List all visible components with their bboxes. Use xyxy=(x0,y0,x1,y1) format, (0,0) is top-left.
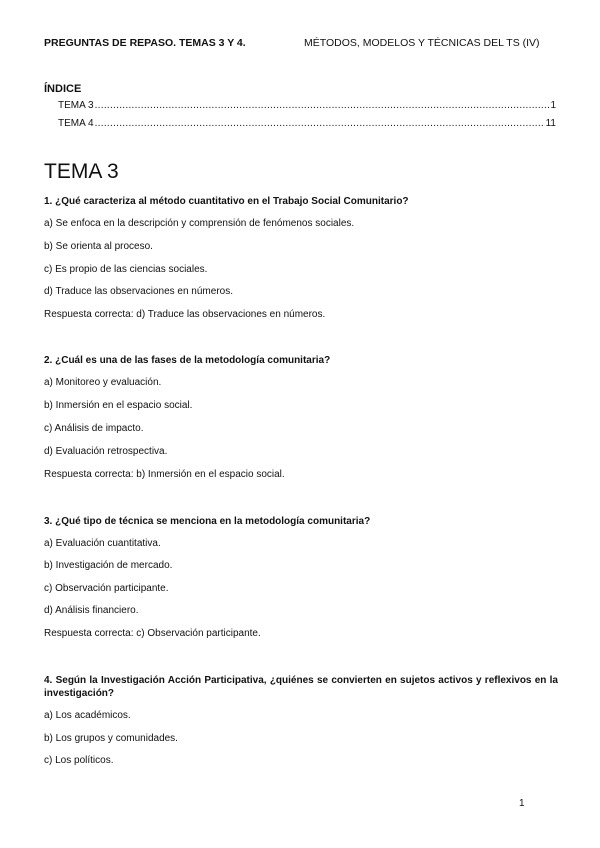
toc-entry-tema-4[interactable] xyxy=(58,118,556,131)
toc-entry-tema-3[interactable] xyxy=(58,100,556,113)
question-4: 4. Según la Investigación Acción Participativa, ¿quiénes se convierten en sujetos activos y reflexivos en la investigación? xyxy=(44,675,558,699)
question-1-option-d: d) Traduce las observaciones en números. xyxy=(44,286,233,297)
section-title: TEMA 3 xyxy=(44,160,119,183)
question-1-option-c: c) Es propio de las ciencias sociales. xyxy=(44,264,208,275)
question-3: 3. ¿Qué tipo de técnica se menciona en la metodología comunitaria? xyxy=(44,516,371,527)
question-3-option-c: c) Observación participante. xyxy=(44,583,169,594)
question-2-option-b: b) Inmersión en el espacio social. xyxy=(44,400,193,411)
toc-entry-label: TEMA 3 xyxy=(58,100,94,111)
toc-leader-dots xyxy=(95,118,545,129)
toc-entry-page: 11 xyxy=(545,118,556,129)
index-title: ÍNDICE xyxy=(44,83,82,95)
question-2-option-c: c) Análisis de impacto. xyxy=(44,423,144,434)
question-1: 1. ¿Qué caracteriza al método cuantitativo en el Trabajo Social Comunitario? xyxy=(44,196,409,207)
question-1-option-b: b) Se orienta al proceso. xyxy=(44,241,153,252)
page-number: 1 xyxy=(519,798,525,809)
question-2-answer: Respuesta correcta: b) Inmersión en el espacio social. xyxy=(44,469,285,480)
question-2-option-d: d) Evaluación retrospectiva. xyxy=(44,446,168,457)
question-3-answer: Respuesta correcta: c) Observación participante. xyxy=(44,628,261,639)
header-right-title: MÉTODOS, MODELOS Y TÉCNICAS DEL TS (IV) xyxy=(304,37,540,49)
question-2: 2. ¿Cuál es una de las fases de la metodología comunitaria? xyxy=(44,355,331,366)
question-2-option-a: a) Monitoreo y evaluación. xyxy=(44,377,162,388)
question-4-option-b: b) Los grupos y comunidades. xyxy=(44,733,178,744)
question-4-option-c: c) Los políticos. xyxy=(44,755,114,766)
question-4-option-a: a) Los académicos. xyxy=(44,710,131,721)
question-3-option-d: d) Análisis financiero. xyxy=(44,605,139,616)
header-left-title: PREGUNTAS DE REPASO. TEMAS 3 Y 4. xyxy=(44,37,246,49)
question-1-option-a: a) Se enfoca en la descripción y comprensión de fenómenos sociales. xyxy=(44,218,355,229)
toc-entry-page: 1 xyxy=(550,100,556,111)
question-3-option-a: a) Evaluación cuantitativa. xyxy=(44,538,161,549)
toc-leader-dots xyxy=(95,100,550,111)
toc-entry-label: TEMA 4 xyxy=(58,118,94,129)
question-3-option-b: b) Investigación de mercado. xyxy=(44,560,173,571)
question-1-answer: Respuesta correcta: d) Traduce las observaciones en números. xyxy=(44,309,326,320)
